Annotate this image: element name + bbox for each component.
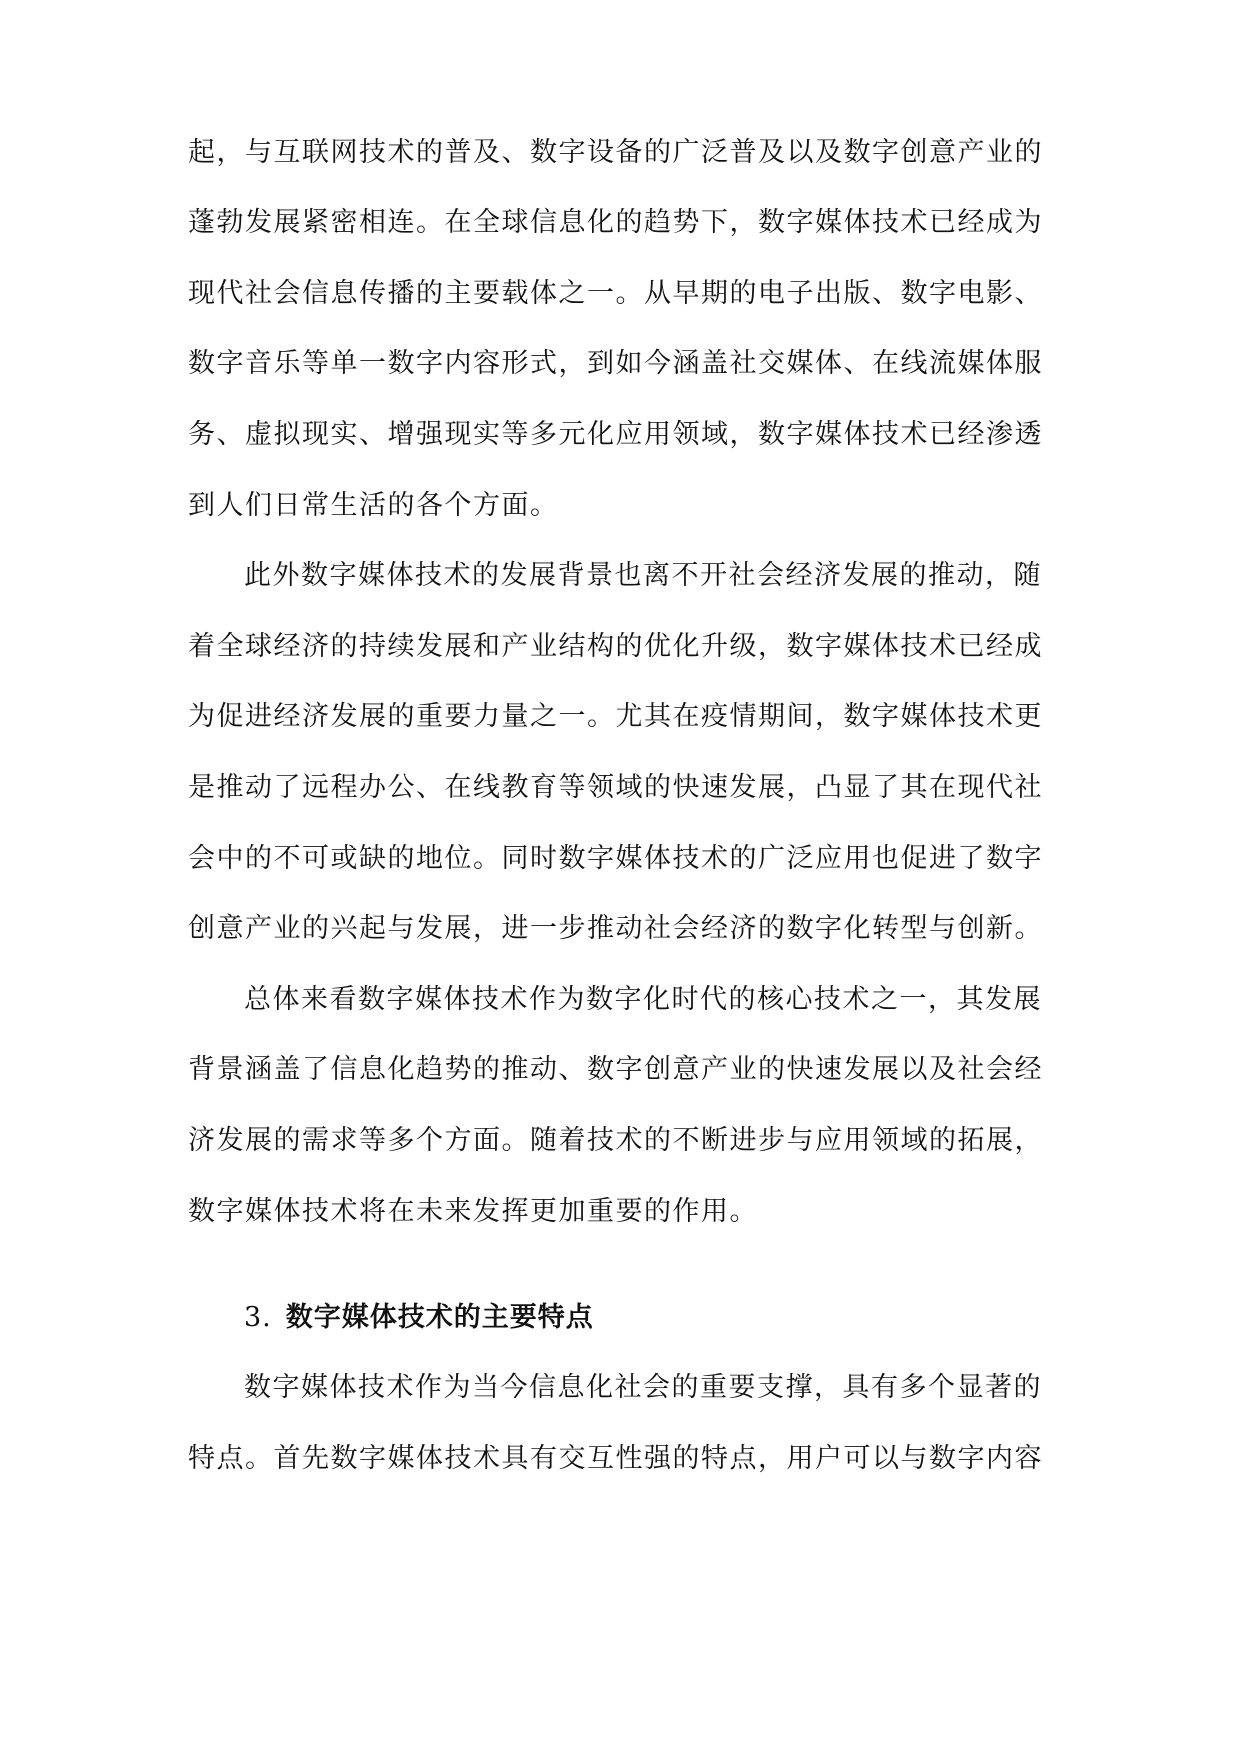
- section-heading: [244, 1298, 594, 1338]
- paragraph-line: 到人们日常生活的各个方面。: [188, 490, 559, 521]
- paragraph-line: 着全球经济的持续发展和产业结构的优化升级，数字媒体技术已经成: [188, 631, 1043, 662]
- paragraph-line: 现代社会信息传播的主要载体之一。从早期的电子出版、数字电影、: [188, 278, 1043, 309]
- paragraph-line: 创意产业的兴起与发展，进一步推动社会经济的数字化转型与创新。: [188, 913, 1043, 944]
- paragraph-line: 蓬勃发展紧密相连。在全球信息化的趋势下，数字媒体技术已经成为: [188, 207, 1043, 238]
- section-number: 3.: [244, 1302, 272, 1333]
- paragraph-line: 为促进经济发展的重要力量之一。尤其在疫情期间，数字媒体技术更: [188, 701, 1043, 732]
- paragraph-line: 此外数字媒体技术的发展背景也离不开社会经济发展的推动，随: [244, 560, 1042, 591]
- paragraph-line: 是推动了远程办公、在线教育等领域的快速发展，凸显了其在现代社: [188, 772, 1043, 803]
- paragraph-line: 起，与互联网技术的普及、数字设备的广泛普及以及数字创意产业的: [188, 137, 1043, 168]
- paragraph-line: 务、虚拟现实、增强现实等多元化应用领域，数字媒体技术已经渗透: [188, 419, 1043, 450]
- paragraph-line: 背景涵盖了信息化趋势的推动、数字创意产业的快速发展以及社会经: [188, 1054, 1043, 1085]
- paragraph-line: 数字媒体技术将在未来发挥更加重要的作用。: [188, 1196, 758, 1227]
- paragraph-line: 数字媒体技术作为当今信息化社会的重要支撑，具有多个显著的: [244, 1372, 1042, 1403]
- paragraph-line: 总体来看数字媒体技术作为数字化时代的核心技术之一，其发展: [244, 984, 1042, 1015]
- paragraph-line: 特点。首先数字媒体技术具有交互性强的特点，用户可以与数字内容: [188, 1443, 1043, 1474]
- paragraph-line: 会中的不可或缺的地位。同时数字媒体技术的广泛应用也促进了数字: [188, 843, 1043, 874]
- paragraph-line: 数字音乐等单一数字内容形式，到如今涵盖社交媒体、在线流媒体服: [188, 348, 1043, 379]
- paragraph-line: 济发展的需求等多个方面。随着技术的不断进步与应用领域的拓展，: [188, 1125, 1043, 1156]
- section-title: 数字媒体技术的主要特点: [285, 1302, 594, 1333]
